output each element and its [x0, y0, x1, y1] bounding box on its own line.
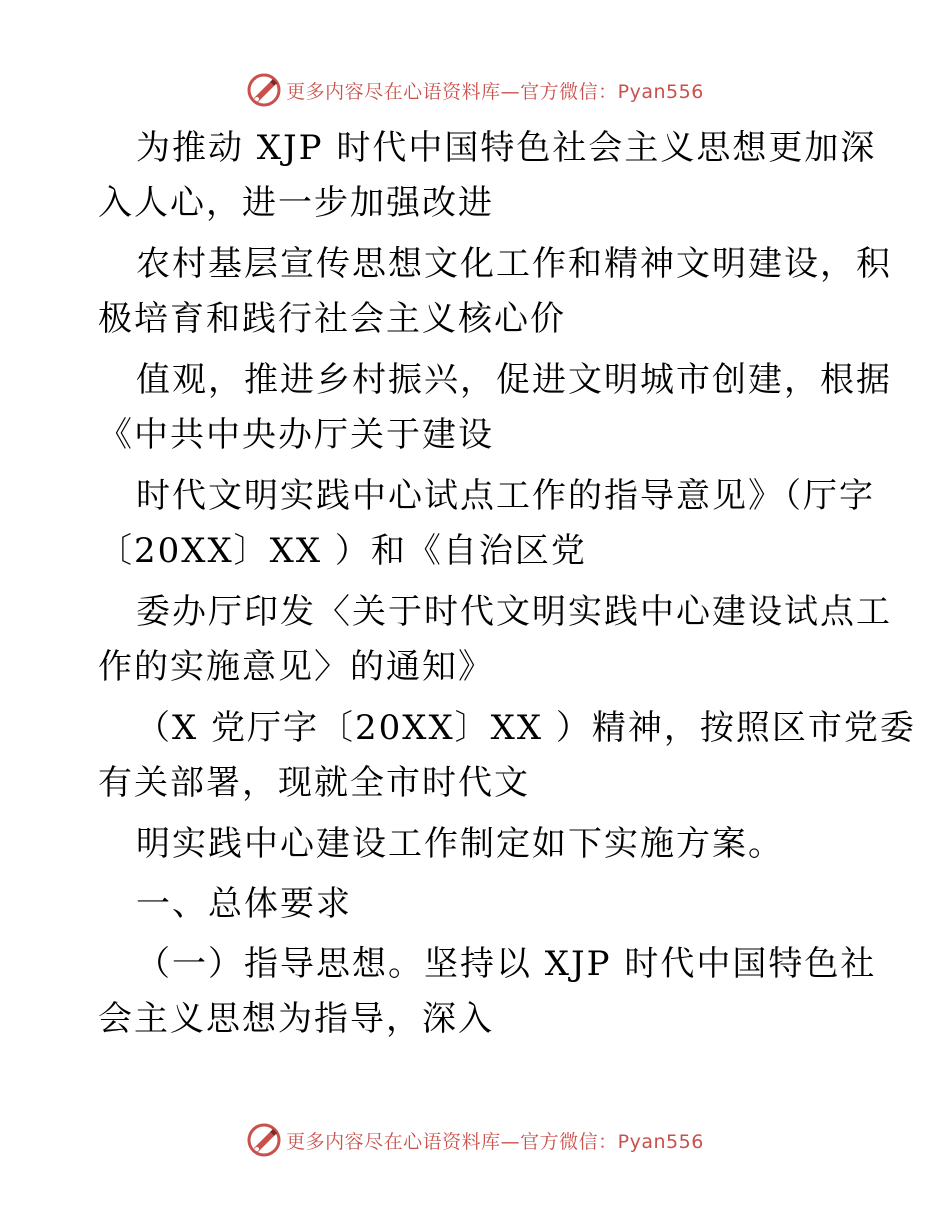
text-line: 委办厅印发〈关于时代文明实践中心建设试点工 [136, 592, 892, 632]
text-line: 会主义思想为指导，深入 [98, 999, 494, 1039]
text-line: 明实践中心建设工作制定如下实施方案。 [136, 824, 784, 864]
text-line: 〔20XX〕XX ）和《自治区党 [98, 531, 587, 571]
header-watermark [0, 70, 950, 110]
text-line: 极培育和践行社会主义核心价 [98, 299, 566, 339]
text-line: 《中共中央办厅关于建设 [98, 415, 494, 455]
text-line: 时代文明实践中心试点工作的指导意见》（厅字 [136, 476, 875, 516]
pen-seal-icon [246, 72, 282, 108]
section-heading: 一、总体要求 [136, 884, 352, 924]
text-line: 值观，推进乡村振兴，促进文明城市创建，根据 [136, 360, 892, 400]
text-line: 作的实施意见〉的通知》 [98, 647, 494, 687]
text-line: 有关部署，现就全市时代文 [98, 763, 530, 803]
text-line: （X 党厅字〔20XX〕XX ）精神，按照区市党委 [136, 708, 916, 748]
pen-seal-icon [246, 1122, 282, 1158]
text-line: （一）指导思想。坚持以 XJP 时代中国特色社 [136, 944, 877, 984]
text-line: 为推动 XJP 时代中国特色社会主义思想更加深 [136, 128, 877, 168]
text-line: 入人心，进一步加强改进 [98, 183, 494, 223]
footer-watermark [0, 1120, 950, 1160]
watermark-text: 更多内容尽在心语资料库—官方微信：Pyan556 [286, 1130, 704, 1153]
text-line: 农村基层宣传思想文化工作和精神文明建设，积 [136, 244, 892, 284]
watermark-text: 更多内容尽在心语资料库—官方微信：Pyan556 [286, 80, 704, 103]
